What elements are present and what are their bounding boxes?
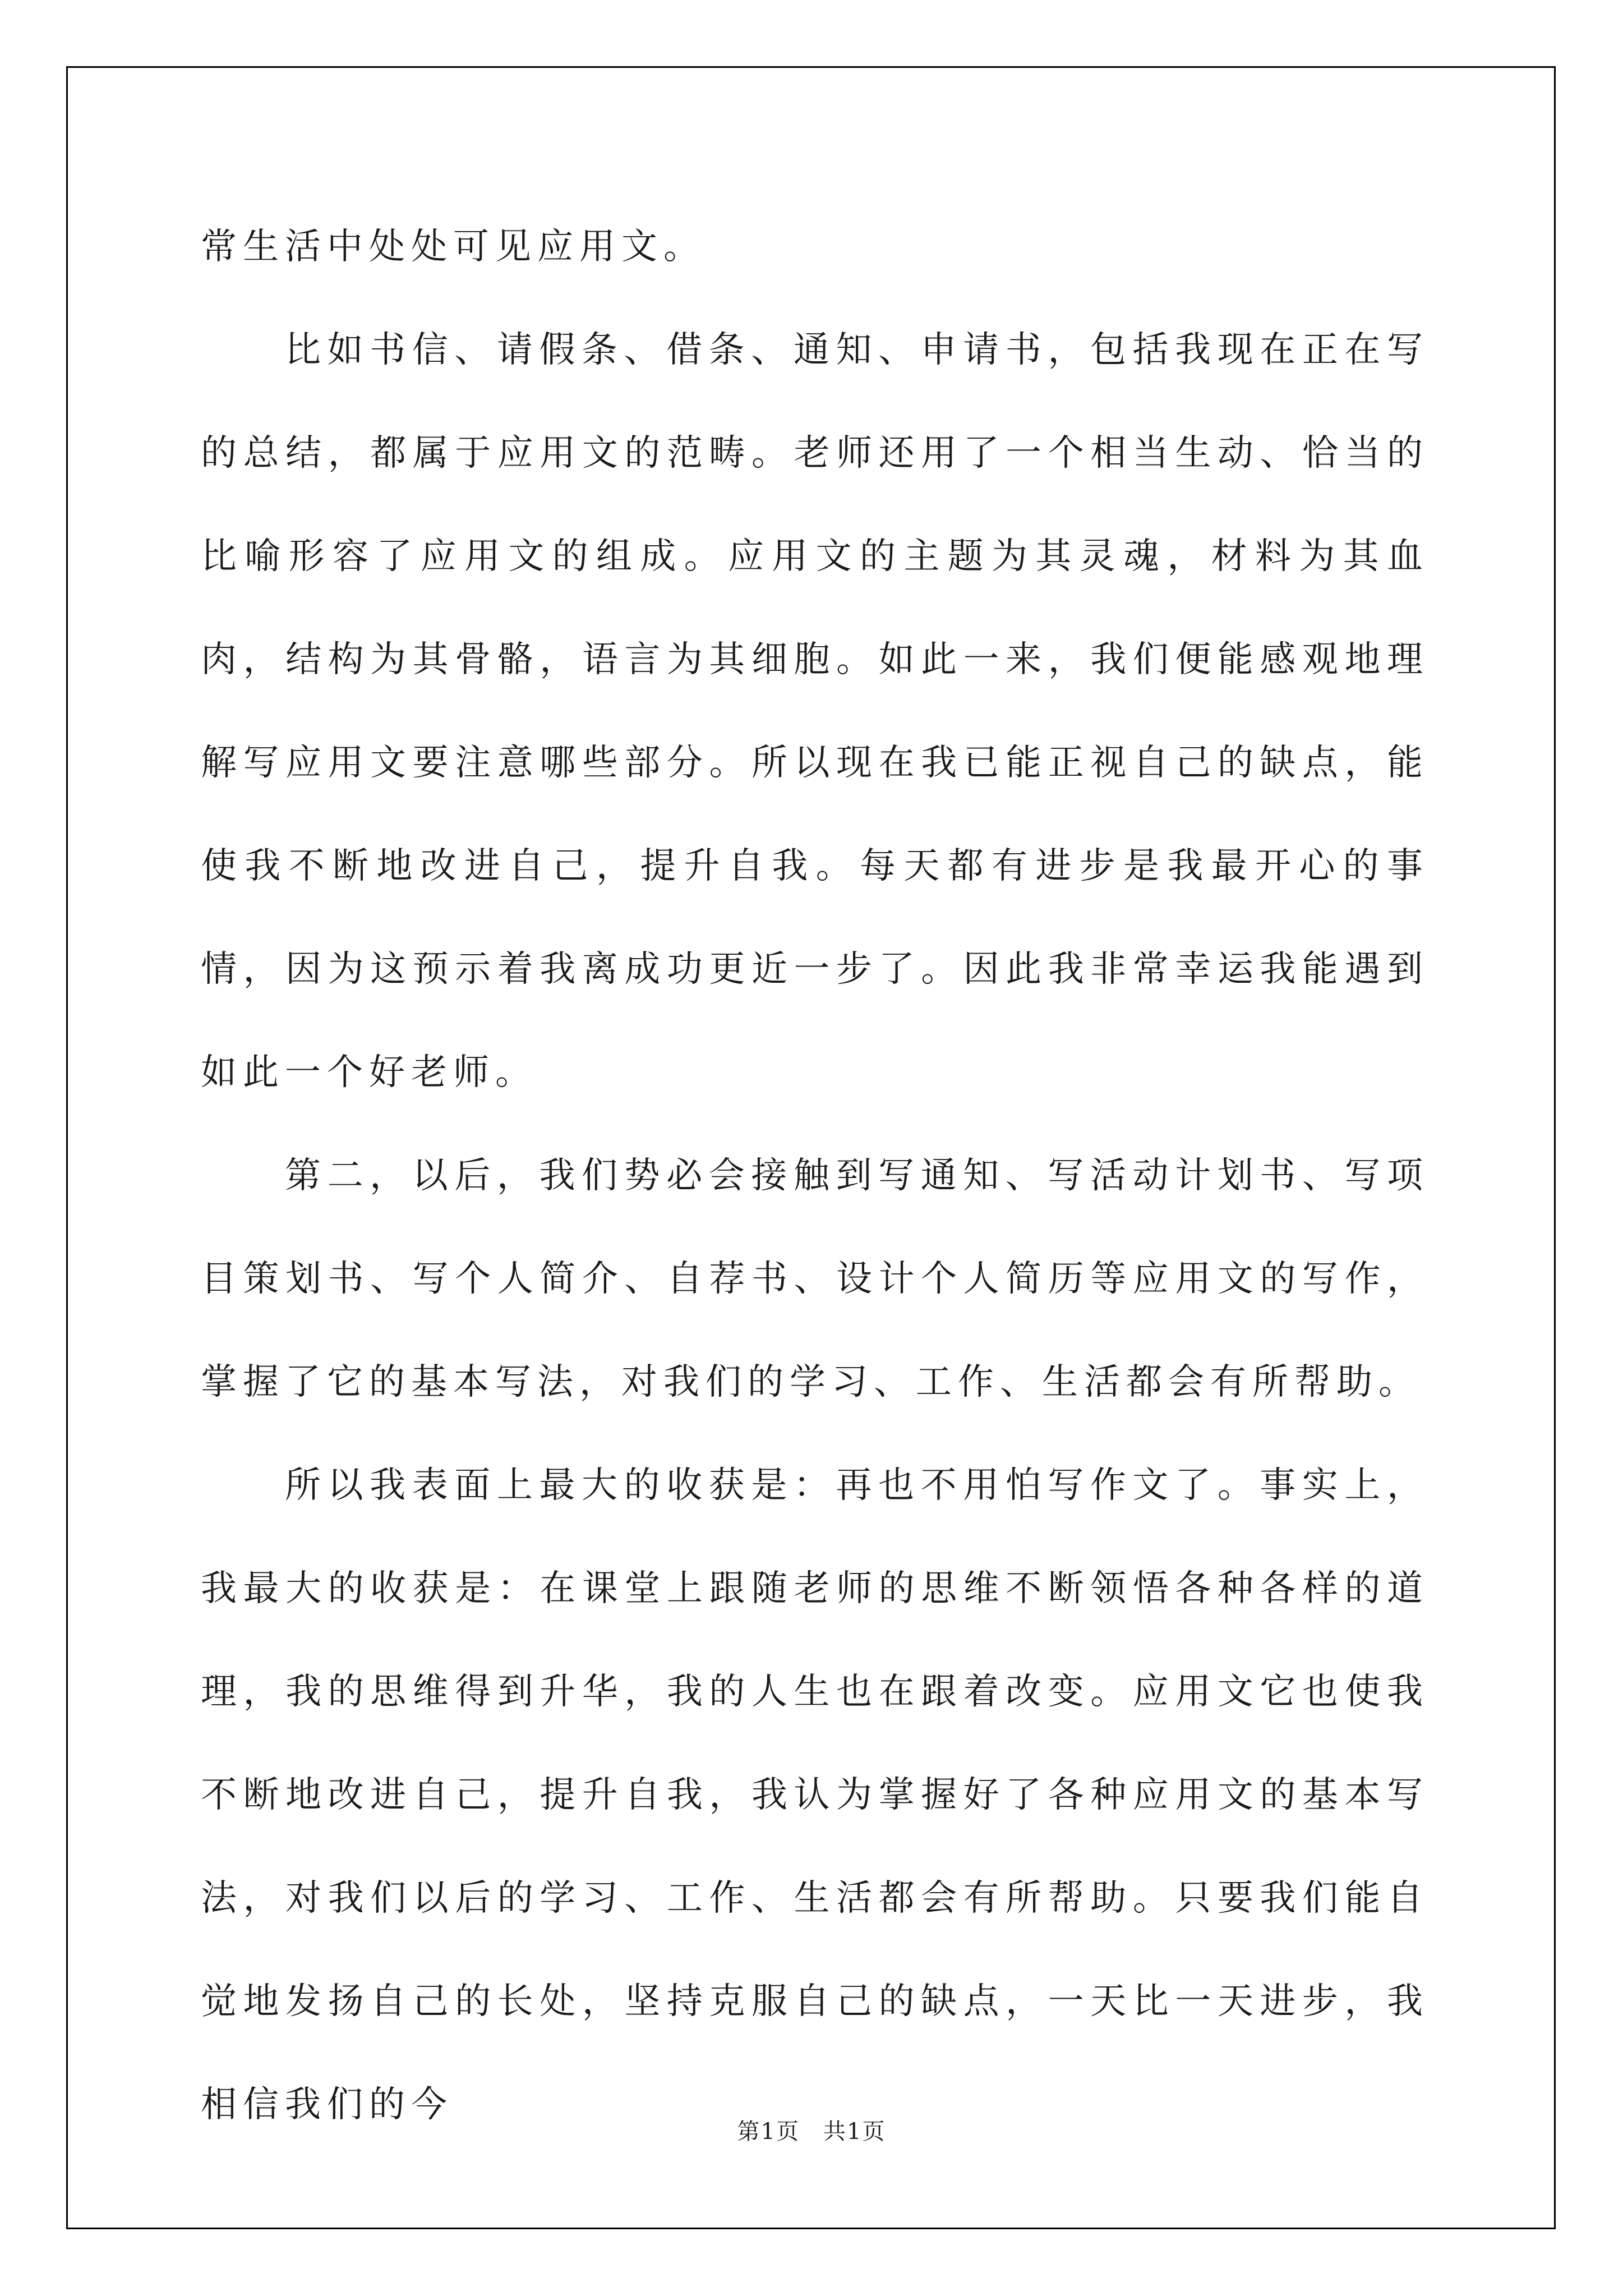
paragraph-4: 所以我表面上最大的收获是：再也不用怕写作文了。事实上，我最大的收获是：在课堂上跟随老师的思维不断领悟各种各样的道理，我的思维得到升华，我的人生也在跟着改变。应用文它也使我不断地改进自己，提升自我，我认为掌握好了各种应用文的基本写法，对我们以后的学习、工作、生活都会有所帮助。只要我们能自觉地发扬自己的长处，坚持克服自己的缺点，一天比一天进步，我相信我们的今	[201, 1465, 1429, 2125]
page-number: 第1页	[737, 2119, 800, 2145]
paragraph-2: 比如书信、请假条、借条、通知、申请书，包括我现在正在写的总结，都属于应用文的范畴。老师还用了一个相当生动、恰当的比喻形容了应用文的组成。应用文的主题为其灵魂，材料为其血肉，结构为其骨骼，语言为其细胞。如此一来，我们便能感观地理解写应用文要注意哪些部分。所以现在我已能正视自己的缺点，能使我不断地改进自己，提升自我。每天都有进步是我最开心的事情，因为这预示着我离成功更近一步了。因此我非常幸运我能遇到如此一个好老师。	[201, 329, 1429, 1093]
document-body	[201, 195, 1429, 2156]
page-footer	[0, 2114, 1623, 2146]
page-total: 共1页	[823, 2119, 886, 2145]
paragraph-3: 第二，以后，我们势必会接触到写通知、写活动计划书、写项目策划书、写个人简介、自荐书、设计个人简历等应用文的写作，掌握了它的基本写法，对我们的学习、工作、生活都会有所帮助。	[201, 1155, 1429, 1403]
paragraph-1: 常生活中处处可见应用文。	[201, 226, 706, 268]
